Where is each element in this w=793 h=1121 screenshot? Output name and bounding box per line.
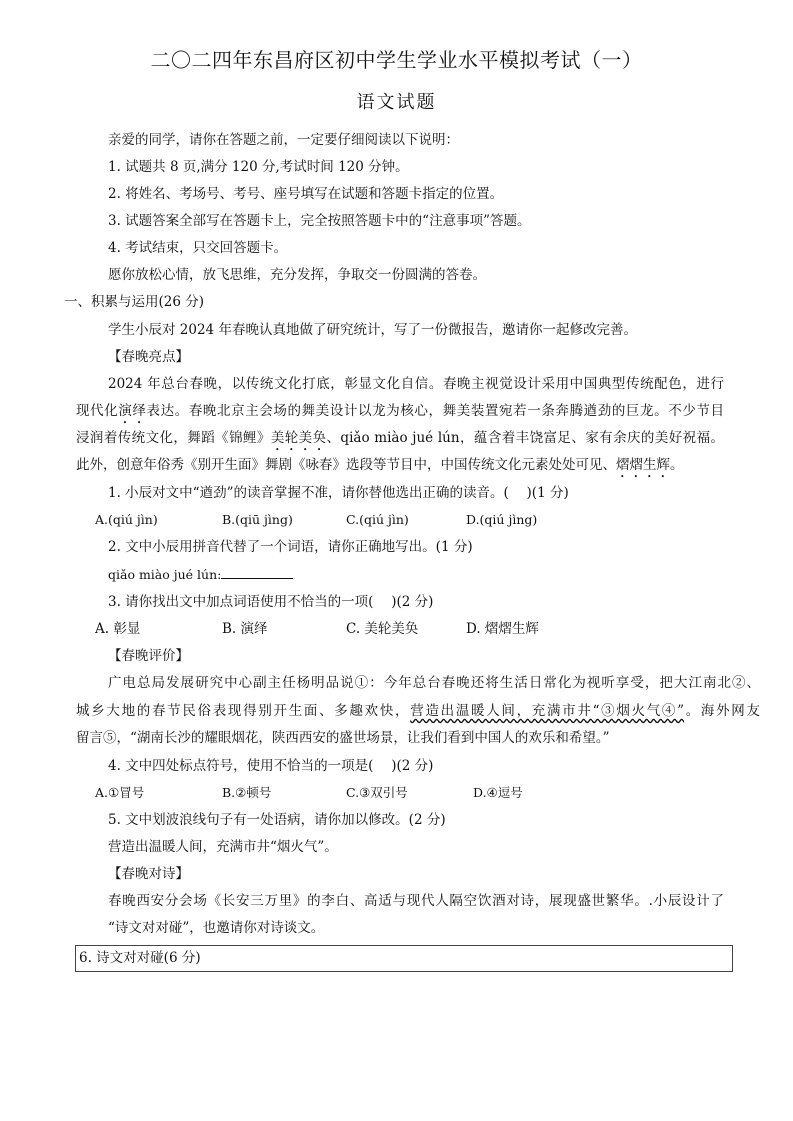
passage1-line-1: 2024 年总台春晚，以传统文化打底，彰显文化自信。春晚主视觉设计采用中国典型传统配色，进行 xyxy=(108,376,724,392)
question-1-option-c[interactable]: C.(qiú jìn) xyxy=(346,512,409,527)
part-heading-reviews: 【春晚评价】 xyxy=(108,648,189,664)
passage1-line-4: 此外，创意年俗秀《别开生面》舞剧《咏春》选段等节目中，中国传统文化元素处处可见、熠熠生辉。 xyxy=(76,457,684,473)
part-heading-highlights: 【春晚亮点】 xyxy=(108,349,189,365)
notice-item-4: 4. 考试结束，只交回答题卡。 xyxy=(108,240,288,256)
answer-blank[interactable] xyxy=(221,564,293,579)
question-6-box xyxy=(75,945,733,972)
passage2-line-2: 城乡大地的春节民俗表现得别开生面、多趣欢快，营造出温暖人间，充满市井“③烟火气④”。海外网友 xyxy=(76,703,760,719)
question-2-stem: 2. 文中小辰用拼音代替了一个词语，请你正确地写出。(1 分) xyxy=(108,539,473,555)
question-4-option-c[interactable]: C.③双引号 xyxy=(346,785,408,800)
dotted-word-yiyi: 熠熠生辉 xyxy=(616,457,670,473)
question-2-answer-line: qiǎo miào jué lún: xyxy=(108,564,293,585)
question-5-stem: 5. 文中划波浪线句子有一处语病，请你加以修改。(2 分) xyxy=(108,812,446,828)
question-1-option-b[interactable]: B.(qiū jìng) xyxy=(222,512,293,527)
part-heading-poetry: 【春晚对诗】 xyxy=(108,866,189,882)
notice-greeting: 亲爱的同学，请你在答题之前，一定要仔细阅读以下说明： xyxy=(108,132,459,148)
exam-subtitle: 语文试题 xyxy=(356,92,437,113)
wavy-underlined-sentence: 营造出温暖人间，充满市井“③烟火气④” xyxy=(410,703,685,719)
question-4-option-a[interactable]: A.①冒号 xyxy=(95,785,145,800)
passage3-line-2: “诗文对对碰”，也邀请你对诗谈文。 xyxy=(108,920,325,936)
exam-title: 二〇二四年东昌府区初中学生学业水平模拟考试（一） xyxy=(150,48,643,72)
section-intro: 学生小辰对 2024 年春晚认真地做了研究统计，写了一份微报告，邀请你一起修改完善。 xyxy=(108,322,637,338)
question-3-option-d[interactable]: D. 熠熠生辉 xyxy=(466,621,539,637)
notice-item-3: 3. 试题答案全部写在答题卡上，完全按照答题卡中的“注意事项”答题。 xyxy=(108,213,531,229)
question-3-option-a[interactable]: A. 彰显 xyxy=(95,621,141,637)
question-4-option-b[interactable]: B.②顿号 xyxy=(222,785,272,800)
question-3-option-b[interactable]: B. 演绎 xyxy=(222,621,268,637)
passage3-line-1: 春晚西安分会场《长安三万里》的李白、高适与现代人隔空饮酒对诗，展现盛世繁华。.小辰设计了 xyxy=(108,893,724,909)
question-1-option-d[interactable]: D.(qiú jìng) xyxy=(466,512,538,527)
notice-closing: 愿你放松心情，放飞思维，充分发挥，争取交一份圆满的答卷。 xyxy=(108,267,486,283)
question-6-stem: 6. 诗文对对碰(6 分) xyxy=(79,950,201,966)
question-4-option-d[interactable]: D.④逗号 xyxy=(473,785,523,800)
section-heading: 一、积累与运用(26 分) xyxy=(64,294,205,310)
notice-item-1: 1. 试题共 8 页,满分 120 分,考试时间 120 分钟。 xyxy=(108,159,409,175)
passage1-line-2: 现代化演绎表达。春晚北京主会场的舞美设计以龙为核心，舞美装置宛若一条奔腾遒劲的巨龙。不少节目 xyxy=(76,403,725,419)
question-4-stem: 4. 文中四处标点符号，使用不恰当的一项是( )(2 分) xyxy=(108,758,434,774)
question-3-stem: 3. 请你找出文中加点词语使用不恰当的一项( )(2 分) xyxy=(108,594,434,610)
dotted-word-yanyi: 演绎 xyxy=(118,403,147,419)
passage2-line-1: 广电总局发展研究中心副主任杨明品说①：今年总台春晚还将生活日常化为视听享受，把大江南北②、 xyxy=(108,675,760,691)
question-3-option-c[interactable]: C. 美轮美奂 xyxy=(346,621,419,637)
passage2-line-3: 留言⑤，“湖南长沙的耀眼烟花，陕西西安的盛世场景，让我们看到中国人的欢乐和希望。” xyxy=(76,730,610,746)
question-1-stem: 1. 小辰对文中“遒劲”的读音掌握不准，请你替他选出正确的读音。( )(1 分) xyxy=(108,485,569,501)
dotted-word-meilun: 美轮美奂 xyxy=(270,430,327,446)
passage1-line-3: 浸润着传统文化，舞蹈《锦鲤》美轮美奂、qiǎo miào jué lún，蕴含着丰饶富足、家有余庆的美好祝福。 xyxy=(76,430,724,446)
question-1-option-a[interactable]: A.(qiú jìn) xyxy=(95,512,158,527)
question-5-sentence: 营造出温暖人间，充满市井“烟火气”。 xyxy=(108,839,338,855)
notice-item-2: 2. 将姓名、考场号、考号、座号填写在试题和答题卡指定的位置。 xyxy=(108,186,504,202)
